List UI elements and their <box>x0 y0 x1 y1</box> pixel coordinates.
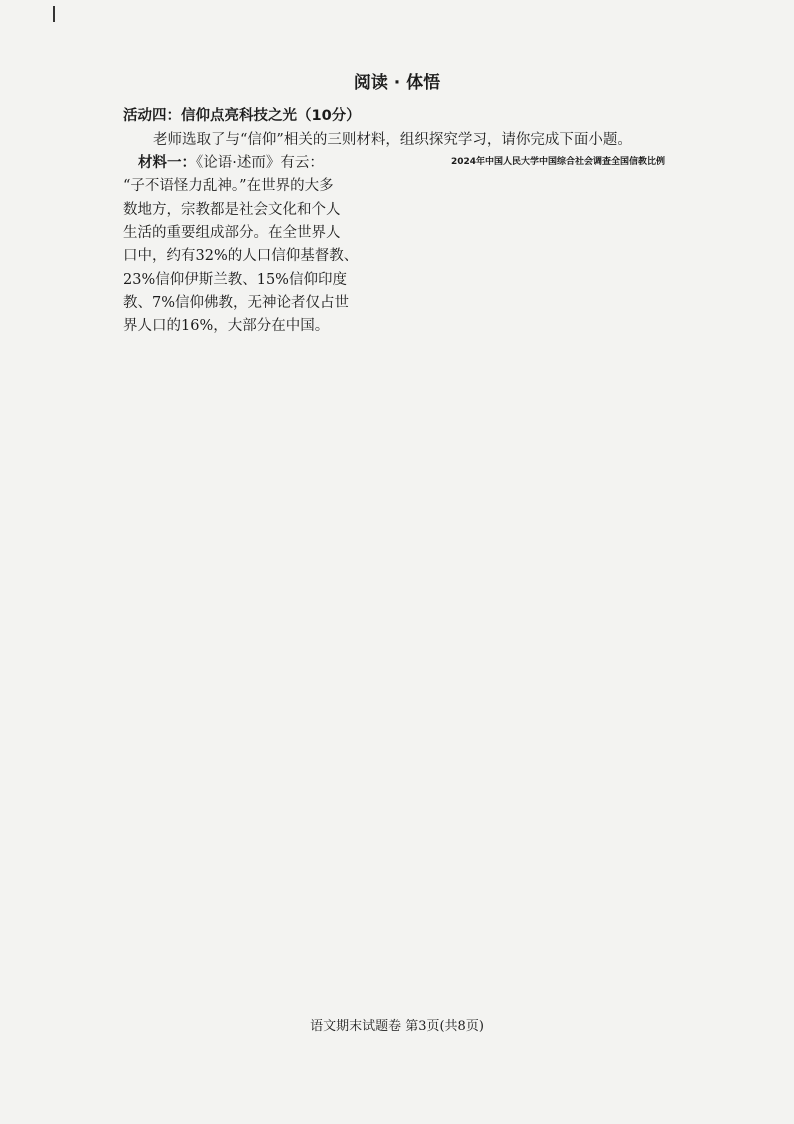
m1-lines-line: 材料一：《论语·述而》有云： <box>138 155 324 171</box>
intro-text: 老师选取了与“信仰”相关的三则材料，组织探究学习，请你完成下面小题。 <box>153 132 632 148</box>
m1-lines-line: 界人口的16%，大部分在中国。 <box>123 318 330 335</box>
religion-chart <box>392 152 724 327</box>
chart-canvas <box>392 152 724 327</box>
m1-lines-line: 23%信仰伊斯兰教、15%信仰印度 <box>123 271 347 288</box>
page-footer: 语文期末试题卷 第3页(共8页) <box>310 1019 484 1034</box>
m1-lines-line: 生活的重要组成部分。在全世界人 <box>123 224 341 241</box>
page-title: 阅读 · 体悟 <box>353 73 441 93</box>
m1-lines-line: “子不语怪力乱神。”在世界的大多 <box>123 178 334 195</box>
margin-mark <box>53 6 55 22</box>
m1-lines-line: 口中，约有32%的人口信仰基督教、 <box>123 248 359 265</box>
m1-lines-line: 教、7%信仰佛教，无神论者仅占世 <box>123 294 350 311</box>
activity-heading: 活动四：信仰点亮科技之光（10分） <box>123 108 361 124</box>
m1-lines-line: 数地方，宗教都是社会文化和个人 <box>123 201 341 218</box>
chart-title: 2024年中国人民大学中国综合社会调查全国信教比例 <box>450 157 666 167</box>
